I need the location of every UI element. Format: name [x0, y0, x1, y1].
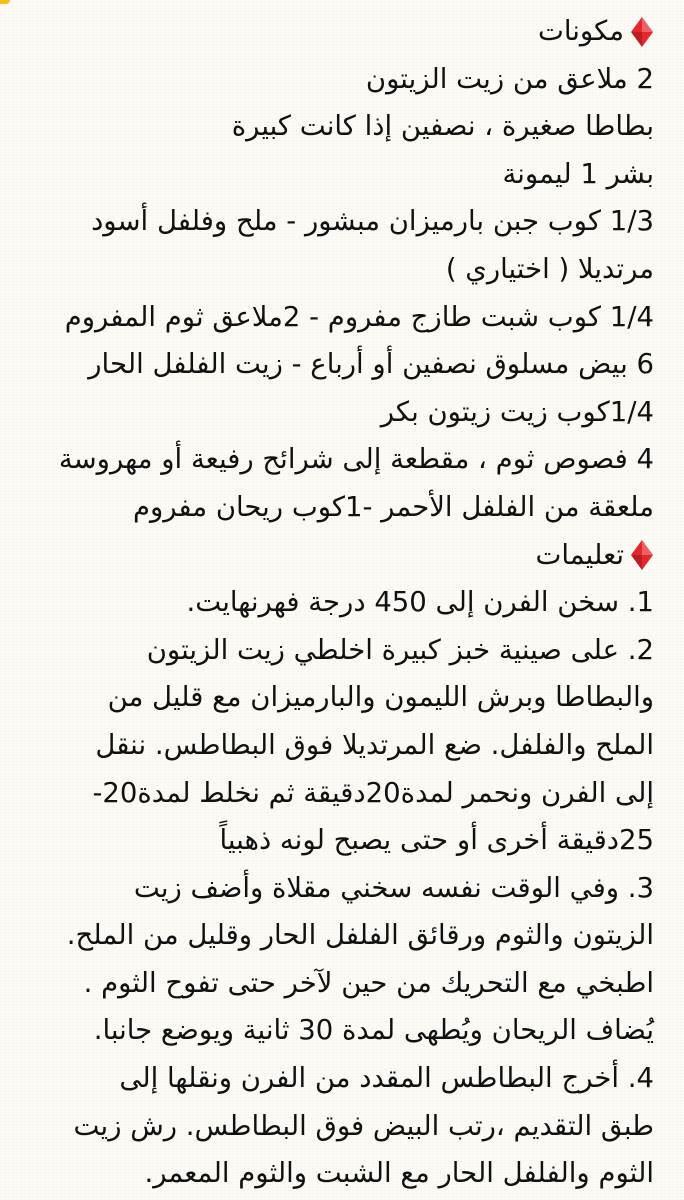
- text-line: ملعقة من الفلفل الأحمر -1كوب ريحان مفروم: [132, 490, 654, 523]
- text-line: اطبخي مع التحريك من حين لآخر حتى تفوح الثوم .: [83, 966, 654, 999]
- text-line: الثوم والفلفل الحار مع الشبت والثوم المعمر.: [144, 1157, 654, 1190]
- recipe-note: [14, 8, 654, 1198]
- text-line: 1/4كوب زيت زيتون بكر: [380, 395, 654, 428]
- section-heading: [14, 532, 654, 580]
- text-line: طبق التقديم ،رتب البيض فوق البطاطس. رش زيت: [73, 1109, 654, 1142]
- red-diamond-icon: [630, 16, 654, 48]
- text-line: 2 ملاعق من زيت الزيتون: [365, 62, 654, 95]
- text-line: 1/3 كوب جبن بارميزان مبشور - ملح وفلفل أسود: [91, 205, 654, 238]
- text-line: الملح والفلفل. ضع المرتديلا فوق البطاطس. ننقل: [95, 728, 654, 761]
- text-line: 1. سخن الفرن إلى 450 درجة فهرنهايت.: [186, 586, 654, 619]
- text-line: مرتديلا ( اختياري ): [445, 252, 654, 285]
- text-line: يُضاف الريحان ويُطهى لمدة 30 ثانية ويوضع جانبا.: [93, 1014, 654, 1047]
- section-heading: [14, 8, 654, 56]
- text-line: والبطاطا وبرش الليمون والبارميزان مع قليل من: [107, 681, 654, 714]
- text-line: 2. على صينية خبز كبيرة اخلطي زيت الزيتون: [146, 633, 654, 666]
- text-line: 25دقيقة أخرى أو حتى يصبح لونه ذهبياً: [219, 824, 654, 857]
- text-line: 6 بيض مسلوق نصفين أو أرباع - زيت الفلفل الحار: [88, 348, 654, 381]
- text-line: الزيتون والثوم ورقائق الفلفل الحار وقليل من الملح.: [66, 919, 654, 952]
- text-line: 4 فصوص ثوم ، مقطعة إلى شرائح رفيعة أو مهروسة: [58, 443, 654, 476]
- text-line: 1/4 كوب شبت طازج مفروم - 2ملاعق ثوم المفروم: [64, 300, 654, 333]
- section-heading-label: تعليمات: [535, 538, 624, 571]
- section-heading-label: مكونات: [537, 15, 624, 47]
- text-line: 3. وفي الوقت نفسه سخني مقلاة وأضف زيت: [133, 871, 654, 904]
- text-line: 4. أخرج البطاطس المقدد من الفرن ونقلها إلى: [119, 1062, 654, 1095]
- red-diamond-icon: [630, 539, 654, 571]
- text-line: بطاطا صغيرة ، نصفين إذا كانت كبيرة: [231, 110, 654, 143]
- text-line: بشر 1 ليمونة: [502, 157, 654, 190]
- text-line: إلى الفرن ونحمر لمدة20دقيقة ثم نخلط لمدة20-: [92, 776, 654, 809]
- status-dot: [0, 0, 10, 4]
